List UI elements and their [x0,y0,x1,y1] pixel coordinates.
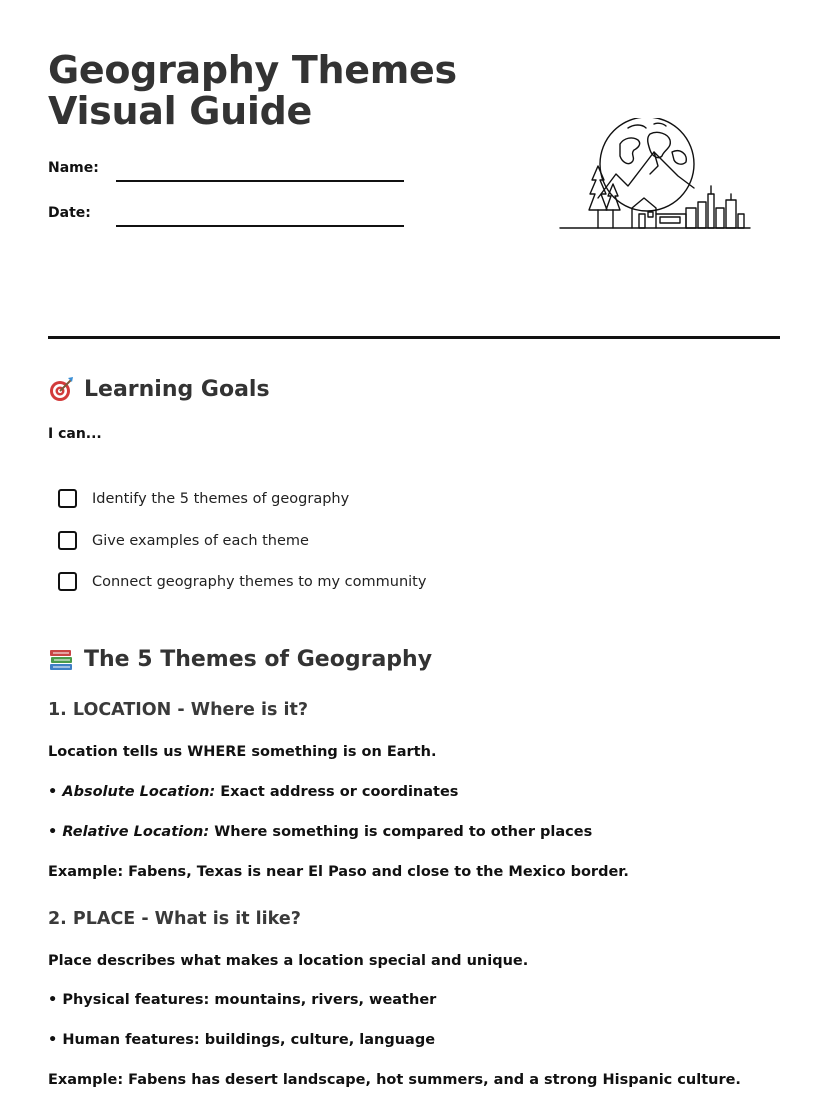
absolute-location-term: Absolute Location: [62,784,216,800]
bullet: • [48,1032,58,1048]
location-example: Example: Fabens, Texas is near El Paso and close to the Mexico border. [48,864,629,880]
date-input-line[interactable] [116,225,404,227]
location-bullet-absolute [48,784,458,800]
location-title: 1. LOCATION - Where is it? [48,700,309,720]
date-label: Date: [48,205,91,221]
name-input-line[interactable] [116,180,404,182]
absolute-location-text: Exact address or coordinates [220,784,459,800]
place-bullet-1-text: Physical features: mountains, rivers, weather [62,992,437,1008]
goal-label-3: Connect geography themes to my community [92,573,427,590]
goal-label-2: Give examples of each theme [92,532,309,549]
globe-city-landscape-icon [558,118,752,232]
goal-checkbox-1[interactable] [58,489,77,508]
bullet: • [48,784,58,800]
books-icon [48,646,74,672]
section-divider [48,336,780,339]
goal-item-2[interactable] [58,531,309,550]
place-bullet-2-text: Human features: buildings, culture, language [62,1032,436,1048]
bullet: • [48,992,58,1008]
themes-title: The 5 Themes of Geography [84,646,433,672]
title-line-1: Geography Themes [48,48,457,92]
learning-goals-title: Learning Goals [84,376,270,402]
goal-checkbox-2[interactable] [58,531,77,550]
goal-item-1[interactable] [58,489,349,508]
goal-checkbox-3[interactable] [58,572,77,591]
place-bullet-physical [48,992,436,1008]
learning-goals-heading [48,376,270,402]
name-label: Name: [48,160,99,176]
place-title: 2. PLACE - What is it like? [48,909,301,929]
goal-label-1: Identify the 5 themes of geography [92,490,350,507]
page-title [48,50,457,132]
location-bullet-relative [48,824,592,840]
date-field [48,205,91,221]
relative-location-term: Relative Location: [62,824,210,840]
location-intro: Location tells us WHERE something is on Earth. [48,744,437,760]
place-bullet-human [48,1032,435,1048]
name-field [48,160,99,176]
target-dart-icon [48,376,74,402]
relative-location-text: Where something is compared to other places [214,824,593,840]
place-example: Example: Fabens has desert landscape, hot summers, and a strong Hispanic culture. [48,1072,741,1088]
title-line-2: Visual Guide [48,89,312,133]
bullet: • [48,824,58,840]
goal-item-3[interactable] [58,572,426,591]
goals-intro: I can... [48,426,102,442]
themes-heading [48,646,432,672]
place-intro: Place describes what makes a location special and unique. [48,953,529,969]
